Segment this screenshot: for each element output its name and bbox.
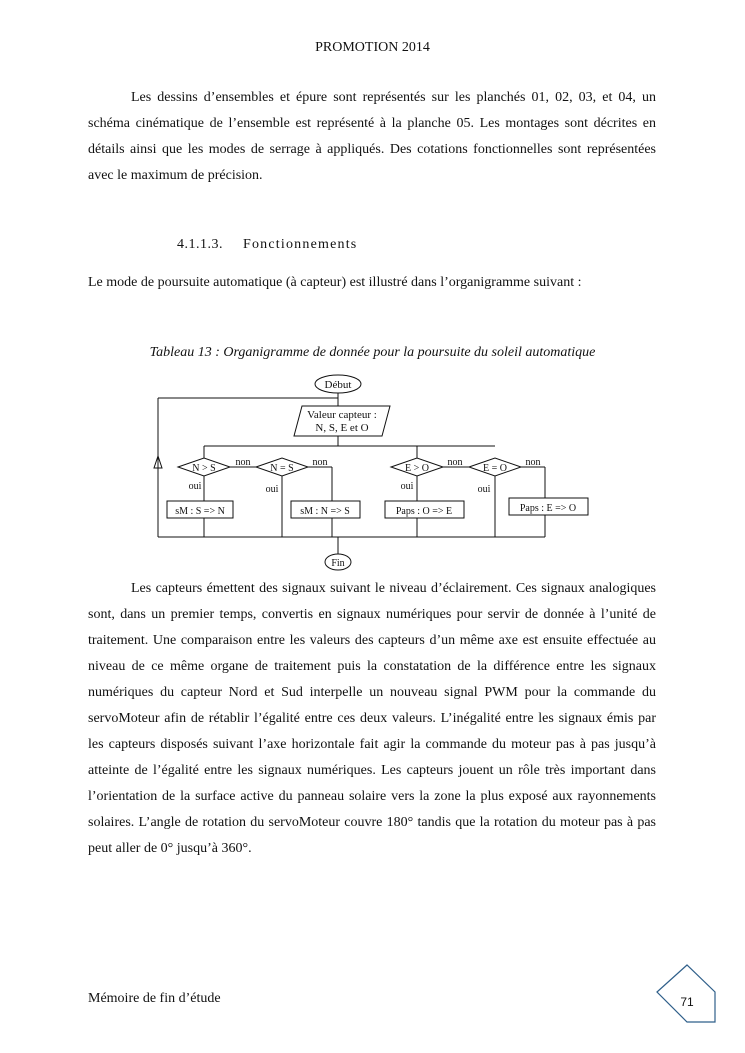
flow-input-label-2: N, S, E et O (315, 422, 369, 434)
page-number-badge (653, 962, 719, 1028)
flow-yes-label-3: oui (400, 481, 414, 492)
flow-action-label-1: sM : S => N (175, 506, 225, 517)
flow-yes-label-2: oui (265, 484, 279, 495)
flow-action-label-4: Paps : E => O (519, 503, 577, 514)
section-title: Fonctionnements (243, 237, 358, 252)
flow-decision-label-4: E = O (483, 463, 507, 474)
paragraph-mode: Le mode de poursuite automatique (à capteur) est illustré dans l’organigramme suivant : (88, 275, 582, 290)
paragraph-intro: Les dessins d’ensembles et épure sont représentés sur les planchés 01, 02, 03, et 04, un schéma cinématique de l’ensemble est représenté à la planche 05. Les montages sont décrites en détails ainsi que les modes de serrage à appliqués. Des cotations fonctionnelles sont représentées avec le maximum de précision. (88, 90, 656, 183)
section-number: 4.1.1.3. (177, 237, 223, 252)
figure-caption: Tableau 13 : Organigramme de donnée pour la poursuite du soleil automatique (149, 345, 596, 360)
flow-decision-label-3: E > O (405, 463, 429, 474)
flow-yes-label-4: oui (477, 484, 491, 495)
flow-no-label-1: non (235, 457, 251, 468)
flow-decision-label-2: N = S (270, 463, 294, 474)
flow-action-label-3: Paps : O => E (395, 506, 453, 517)
flow-no-label-4: non (525, 457, 541, 468)
paragraph-sensors: Les capteurs émettent des signaux suivant le niveau d’éclairement. Ces signaux analogiques sont, dans un premier temps, convertis en signaux numériques pour servir de donnée à l’unité de traitement. Une comparaison entre les valeurs des capteurs d’un même axe est ensuite effectuée au niveau de ce même organe de traitement puis la constatation de la différence entre les signaux numériques du capteur Nord et Sud interpelle un nouveau signal PWM pour la commande du servoMoteur afin de rétablir l’égalité entre ces deux valeurs. L’inégalité entre les signaux émis par les capteurs disposés suivant l’axe horizontale fait agir la commande du moteur pas à pas jusqu’à atteinte de l’égalité entre les signaux numériques. Les capteurs jouent un rôle très important dans l’orientation de la surface active du panneau solaire vers la zone la plus exposé aux rayonnements solaires. L’angle de rotation du servoMoteur couvre 180° tandis que la rotation du moteur pas à pas peut aller de 0° jusqu’à 360°. (88, 581, 656, 856)
section-heading (177, 237, 357, 253)
page-footer: Mémoire de fin d’étude (88, 991, 221, 1006)
flow-decision-label-1: N > S (192, 463, 216, 474)
flowchart (150, 372, 600, 572)
flow-no-label-2: non (312, 457, 328, 468)
flow-input-label-1: Valeur capteur : (307, 409, 377, 421)
page-badge-shape (657, 965, 715, 1022)
flow-no-label-3: non (447, 457, 463, 468)
page-number: 71 (680, 995, 694, 1009)
flow-end-label: Fin (331, 558, 345, 569)
flow-start-label: Début (324, 379, 352, 391)
flow-action-label-2: sM : N => S (300, 506, 350, 517)
flow-yes-label-1: oui (188, 481, 202, 492)
page-header: PROMOTION 2014 (315, 40, 430, 55)
